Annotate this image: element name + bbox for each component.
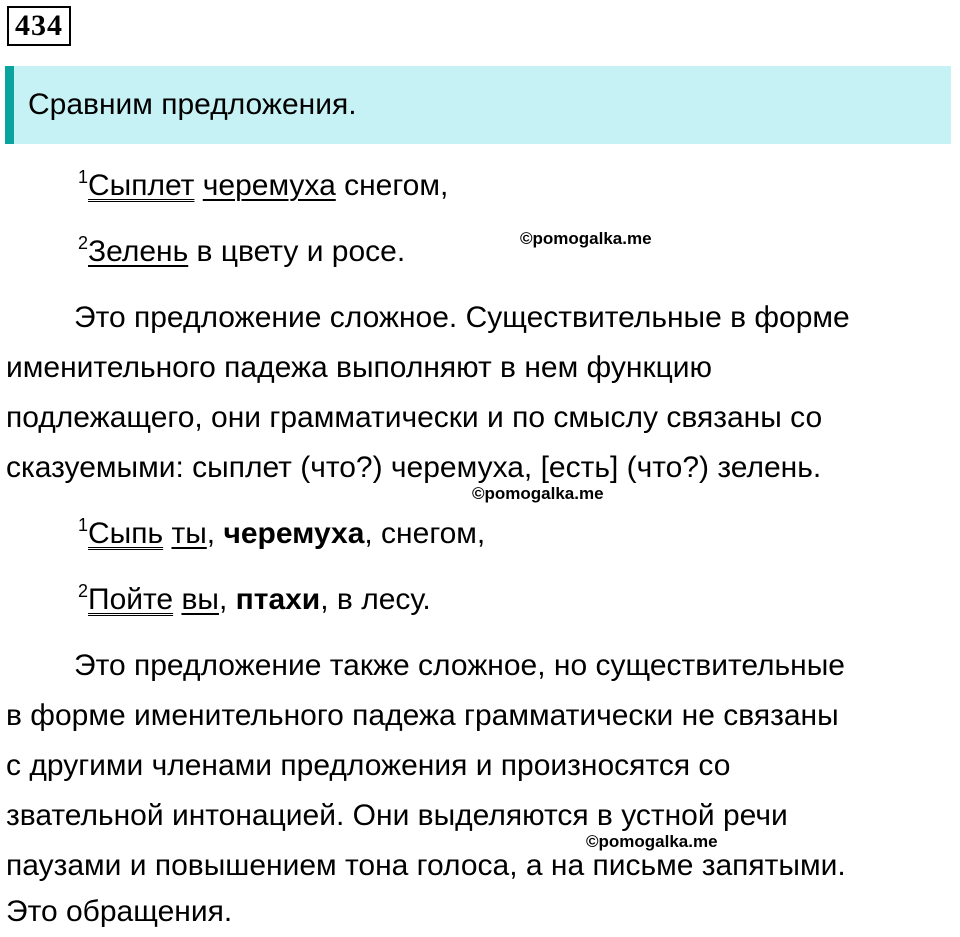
subject: Зелень — [88, 235, 189, 268]
para2-line4: звательной интонацией. Они выделяются в устной речи — [6, 799, 788, 832]
para1-line4: сказуемыми: сыплет (что?) черемуха, [есть] (что?) зелень. — [6, 451, 822, 484]
exercise-number: 434 — [7, 6, 71, 46]
example1-line2 — [78, 234, 405, 270]
sentence-number: 1 — [78, 515, 89, 535]
sentence-number: 2 — [78, 233, 89, 253]
banner-title: Сравним предложения. — [28, 88, 357, 121]
watermark: ©pomogalka.me — [472, 484, 604, 503]
sentence-rest: снегом, — [335, 169, 449, 202]
address-word: черемуха — [223, 517, 365, 550]
predicate: Сыпь — [88, 517, 164, 550]
example2-line1 — [78, 516, 485, 552]
para2-line2: в форме именительного падежа грамматически не связаны — [6, 699, 839, 732]
sentence-rest: , в лесу. — [320, 583, 431, 616]
heading-banner — [5, 66, 951, 144]
para2-line5: паузами и повышением тона голоса, а на письме запятыми. — [6, 849, 846, 882]
predicate: Сыплет — [88, 169, 195, 202]
watermark: ©pomogalka.me — [586, 832, 718, 851]
subject: черемуха — [202, 169, 336, 202]
example2-line2 — [78, 582, 431, 618]
para1-line3: подлежащего, они грамматически и по смыслу связаны со — [6, 401, 823, 434]
para2-line6: Это обращения. — [6, 895, 233, 928]
para2-line3: с другими членами предложения и произносятся со — [6, 749, 731, 782]
predicate: Пойте — [88, 583, 174, 616]
para1-line2: именительного падежа выполняют в нем функцию — [6, 351, 713, 384]
watermark: ©pomogalka.me — [520, 229, 652, 248]
sentence-punct: , — [206, 517, 224, 550]
sentence-number: 2 — [78, 581, 89, 601]
sentence-punct: , — [218, 583, 236, 616]
para2-line1: Это предложение также сложное, но существительные — [74, 649, 845, 682]
sentence-rest: в цвету и росе. — [188, 235, 406, 268]
para1-line1: Это предложение сложное. Существительные в форме — [74, 301, 850, 334]
address-word: птахи — [235, 583, 321, 616]
subject: ты — [171, 517, 207, 550]
sentence-rest: , снегом, — [364, 517, 486, 550]
example1-line1 — [78, 168, 448, 204]
subject: вы — [181, 583, 219, 616]
sentence-number: 1 — [78, 167, 89, 187]
